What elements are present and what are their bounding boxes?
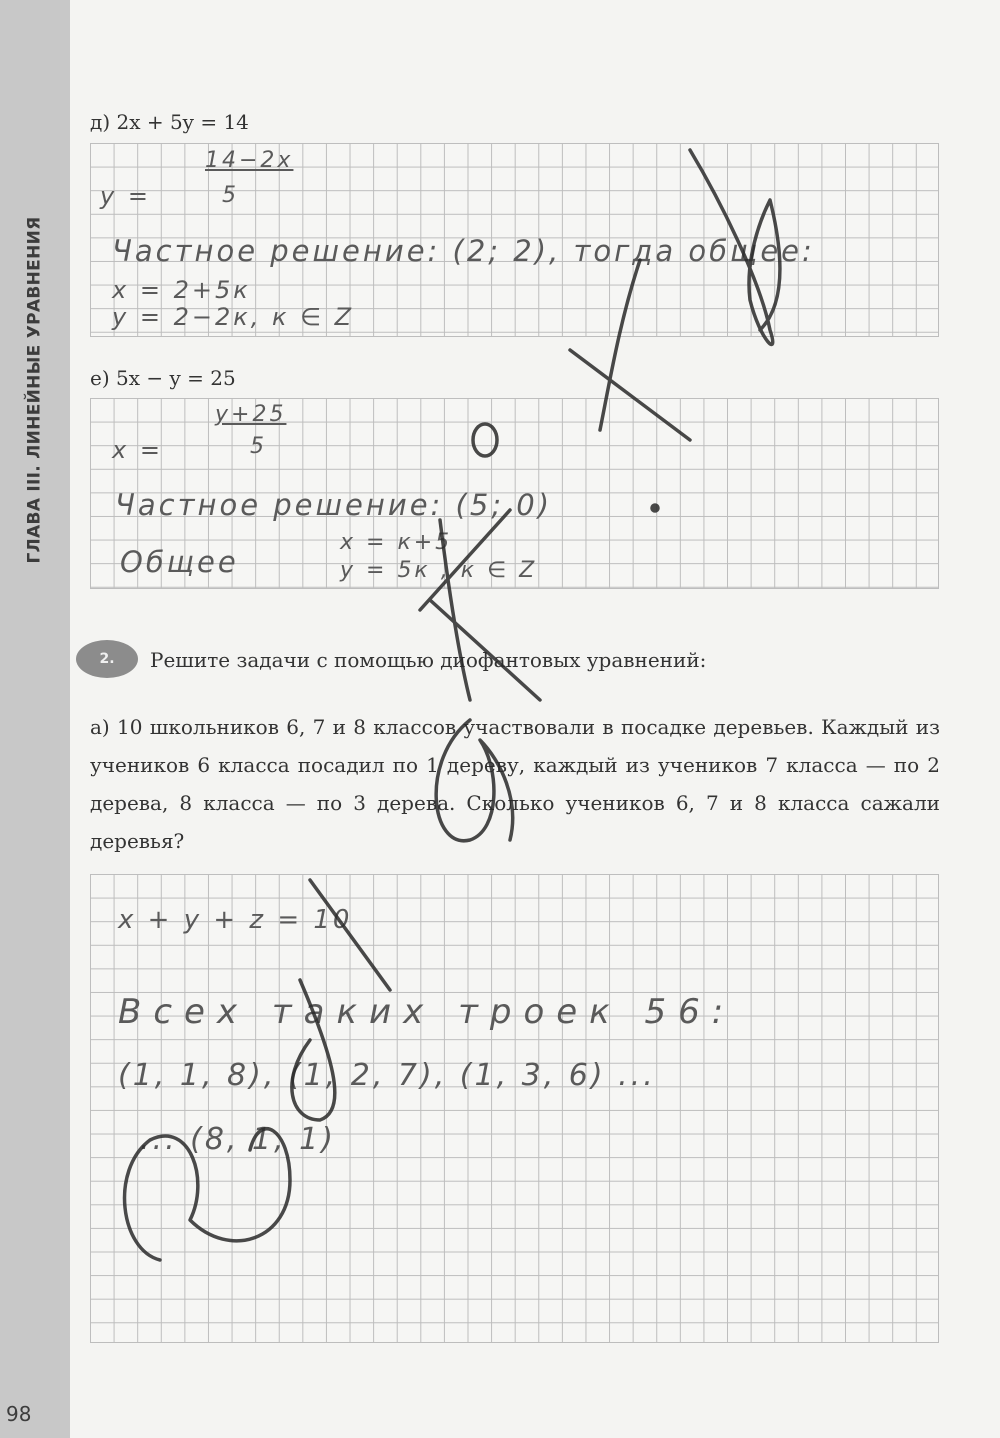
scribble-k-stem (440, 520, 470, 700)
exercise-d-line1: Частное решение: (2; 2), тогда общее: (112, 234, 815, 268)
exercise-d-line2: x = 2+5к (112, 276, 251, 304)
scribble-small-circle (473, 424, 497, 456)
scribble-dot (652, 505, 658, 511)
scribble-loop-bottom-left (125, 1129, 290, 1260)
problem-a-text: а) 10 школьников 6, 7 и 8 классов участвовали в посадке деревьев. Каждый из учеников 6 класса посадил по 1 дереву, каждый из учеников 7 класса — по 2 дерева, 8 класса — по 3 дерева. Сколько учеников 6, 7 и 8 класса сажали деревья? (90, 715, 940, 853)
exercise-d-formula-denominator: 5 (222, 183, 239, 208)
scribble-stroke-lower-2 (292, 980, 335, 1120)
chapter-title: ГЛАВА III. ЛИНЕЙНЫЕ УРАВНЕНИЯ (25, 216, 45, 564)
scribble-loop-top-right (690, 150, 780, 344)
exercise-d-line3: y = 2−2к, к ∈ Z (112, 303, 355, 331)
page-number: 98 (6, 1402, 32, 1426)
task-number-badge: 2. (76, 640, 138, 678)
exercise-e-label: е) (90, 366, 110, 390)
task2-line3: (1, 1, 8), (1, 2, 7), (1, 3, 6) ... (118, 1058, 656, 1093)
exercise-e-equation: 5x − y = 25 (116, 366, 236, 390)
task2-line2: Всех таких троек 56: (118, 992, 736, 1032)
scribble-k-arm (420, 510, 510, 610)
scribble-k-leg (430, 600, 540, 700)
exercise-e-formula-var: x = (112, 436, 163, 464)
exercise-d-formula-numerator: 14−2x (205, 148, 294, 173)
scribble-stroke-lower-1 (310, 880, 390, 990)
exercise-d-equation: 2x + 5y = 14 (116, 110, 249, 134)
exercise-e-line2-a: x = к+5 (340, 530, 453, 555)
task-heading: Решите задачи с помощью диофантовых уравнений: (150, 648, 707, 672)
scribble-stroke-diagonal-2 (570, 350, 690, 440)
exercise-e-line2-word: Общее (120, 545, 239, 579)
exercise-e-line2-b: y = 5к , к ∈ Z (340, 558, 538, 583)
exercise-d-formula-var: y = (100, 182, 151, 210)
task2-line1: x + y + z = 10 (118, 905, 353, 935)
task2-line4: ... (8, 1, 1) (140, 1122, 336, 1157)
exercise-e-formula-denominator: 5 (250, 434, 267, 459)
exercise-d-label: д) (90, 110, 111, 134)
exercise-e-formula-numerator: y+25 (215, 402, 287, 427)
scribble-loop-middle (436, 720, 513, 841)
scribble-stroke-diagonal-1 (600, 260, 640, 430)
exercise-e-line1: Частное решение: (5; 0) (115, 488, 553, 522)
